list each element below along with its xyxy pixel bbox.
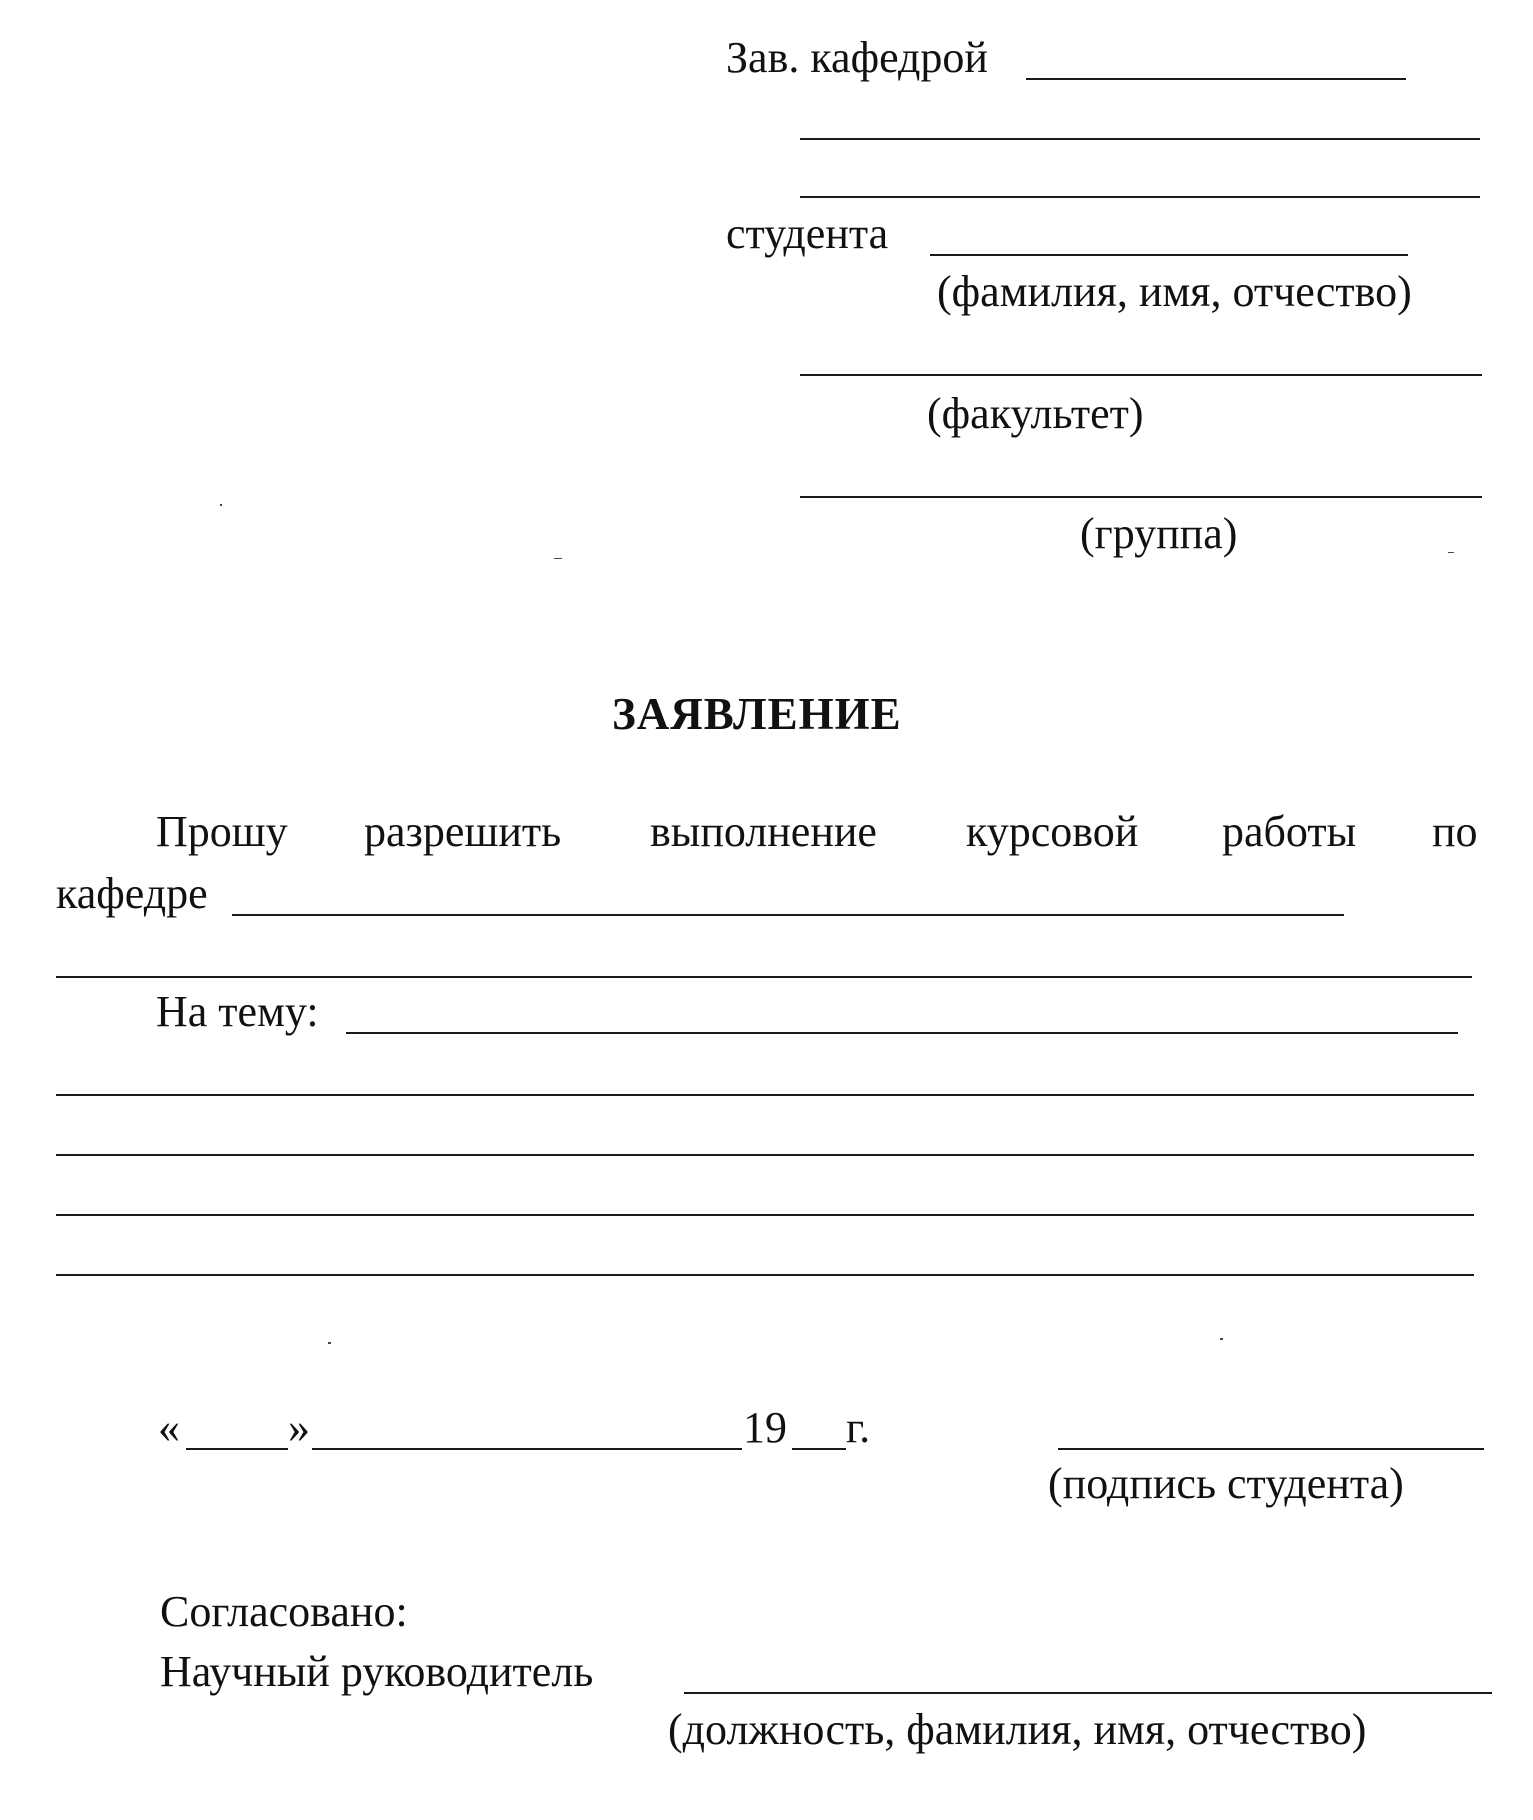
date-open-quote: « xyxy=(158,1403,180,1452)
date-year-prefix: 19 xyxy=(743,1403,787,1452)
scan-speck xyxy=(328,1342,331,1344)
topic-field-line-2[interactable] xyxy=(56,1094,1474,1096)
document-title: ЗАЯВЛЕНИЕ xyxy=(612,689,902,739)
faculty-field[interactable] xyxy=(800,374,1482,376)
supervisor-label: Научный руководитель xyxy=(160,1647,594,1696)
head-of-department-name-line-2[interactable] xyxy=(800,196,1480,198)
department-field[interactable] xyxy=(232,914,1344,916)
request-word: выполнение xyxy=(650,807,877,856)
group-caption: (группа) xyxy=(1080,509,1238,558)
date-year-field[interactable] xyxy=(792,1448,846,1450)
signature-caption: (подпись студента) xyxy=(1048,1459,1404,1508)
department-field-continued[interactable] xyxy=(56,976,1472,978)
student-signature-field[interactable] xyxy=(1058,1448,1484,1450)
supervisor-field[interactable] xyxy=(684,1692,1492,1694)
topic-label: На тему: xyxy=(156,987,319,1036)
date-month-field[interactable] xyxy=(312,1448,742,1450)
supervisor-caption: (должность, фамилия, имя, отчество) xyxy=(668,1705,1367,1754)
date-day-field[interactable] xyxy=(186,1448,288,1450)
student-label: студента xyxy=(726,209,889,258)
scan-speck xyxy=(1448,552,1454,553)
fio-caption: (фамилия, имя, отчество) xyxy=(937,267,1412,316)
agreed-label: Согласовано: xyxy=(160,1587,408,1636)
department-label: кафедре xyxy=(56,869,208,918)
request-word: работы xyxy=(1222,807,1357,856)
head-of-department-label: Зав. кафедрой xyxy=(726,33,988,82)
topic-field-line-3[interactable] xyxy=(56,1154,1474,1156)
group-field[interactable] xyxy=(800,496,1482,498)
request-word: по xyxy=(1432,807,1478,856)
scan-speck xyxy=(220,504,222,506)
request-word: разрешить xyxy=(364,807,562,856)
scan-speck xyxy=(1220,1338,1223,1340)
topic-field-line-4[interactable] xyxy=(56,1214,1474,1216)
scan-speck xyxy=(554,558,562,559)
faculty-caption: (факультет) xyxy=(927,389,1144,438)
head-of-department-name-line-1[interactable] xyxy=(800,138,1480,140)
request-word: курсовой xyxy=(966,807,1139,856)
date-close-quote: » xyxy=(288,1403,310,1452)
request-word: Прошу xyxy=(156,807,288,856)
topic-field[interactable] xyxy=(346,1032,1458,1034)
student-name-field[interactable] xyxy=(930,254,1408,256)
topic-field-line-5[interactable] xyxy=(56,1274,1474,1276)
date-year-suffix: г. xyxy=(846,1403,871,1452)
head-of-department-signature-field[interactable] xyxy=(1026,78,1406,80)
